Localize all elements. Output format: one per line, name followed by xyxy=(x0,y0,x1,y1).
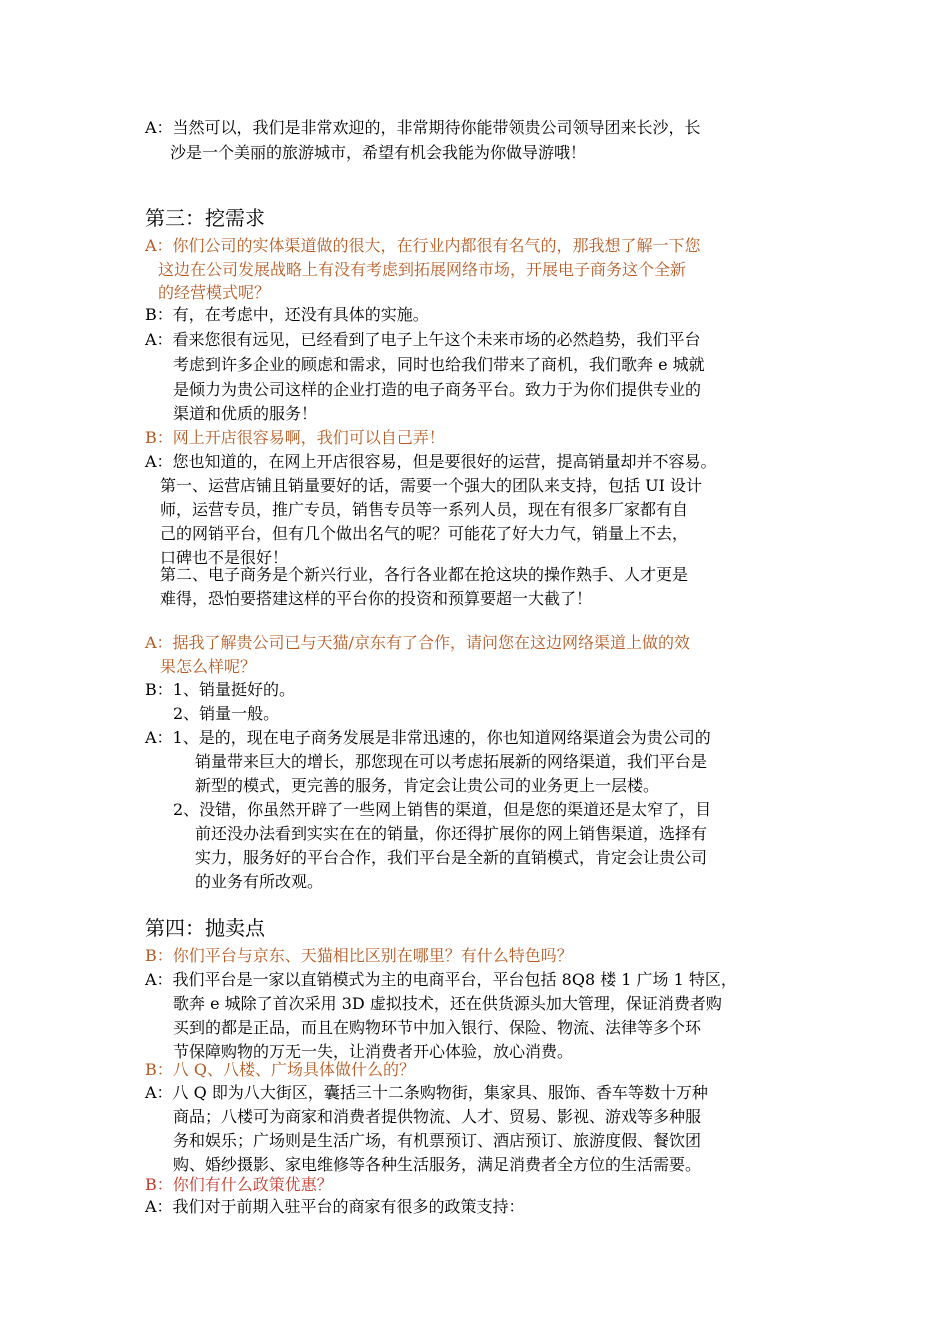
dialogue-line: A：看来您很有远见，已经看到了电子上午这个未来市场的必然趋势，我们平台 xyxy=(145,330,701,349)
dialogue-line: 购、婚纱摄影、家电维修等各种生活服务，满足消费者全方位的生活需要。 xyxy=(173,1155,702,1174)
dialogue-line: B：有，在考虑中，还没有具体的实施。 xyxy=(145,305,429,324)
dialogue-line: B：1、销量挺好的。 xyxy=(145,680,295,699)
dialogue-line: 前还没办法看到实实在在的销量，你还得扩展你的网上销售渠道，选择有 xyxy=(195,824,708,843)
dialogue-line: 歌奔 e 城除了首次采用 3D 虚拟技术，还在供货源头加大管理，保证消费者购 xyxy=(173,994,722,1013)
intro-line: A：当然可以，我们是非常欢迎的，非常期待你能带领贵公司领导团来长沙，长 xyxy=(145,118,701,137)
dialogue-line-question: 的经营模式呢？ xyxy=(158,283,271,302)
dialogue-line: 口碑也不是很好！ xyxy=(160,548,289,567)
dialogue-line-question: B：你们平台与京东、天猫相比区别在哪里？有什么特色吗？ xyxy=(145,946,573,965)
dialogue-line-question: 这边在公司发展战略上有没有考虑到拓展网络市场，开展电子商务这个全新 xyxy=(158,260,687,279)
dialogue-line-question: A：你们公司的实体渠道做的很大，在行业内都很有名气的，那我想了解一下您 xyxy=(145,236,701,255)
dialogue-line-question: B：你们有什么政策优惠？ xyxy=(145,1175,333,1194)
dialogue-line-question: 果怎么样呢？ xyxy=(160,657,257,676)
dialogue-line: 2、没错，你虽然开辟了一些网上销售的渠道，但是您的渠道还是太窄了，目 xyxy=(173,800,712,819)
section-heading-3: 第三：挖需求 xyxy=(145,206,265,230)
intro-line: 沙是一个美丽的旅游城市，希望有机会我能为你做导游哦！ xyxy=(170,143,587,162)
dialogue-line: 买到的都是正品，而且在购物环节中加入银行、保险、物流、法律等多个环 xyxy=(173,1018,702,1037)
dialogue-line: 己的网销平台，但有几个做出名气的呢？可能花了好大力气，销量上不去， xyxy=(160,524,689,543)
dialogue-line: 第一、运营店铺且销量要好的话，需要一个强大的团队来支持，包括 UI 设计 xyxy=(160,476,702,495)
dialogue-line: 新型的模式，更完善的服务，肯定会让贵公司的业务更上一层楼。 xyxy=(195,776,660,795)
dialogue-line: 第二、电子商务是个新兴行业，各行各业都在抢这块的操作熟手、人才更是 xyxy=(160,565,689,584)
dialogue-line-question: A：据我了解贵公司已与天猫/京东有了合作，请问您在这边网络渠道上做的效 xyxy=(145,633,690,652)
dialogue-line: 务和娱乐；广场则是生活广场，有机票预订、酒店预订、旅游度假、餐饮团 xyxy=(173,1131,702,1150)
dialogue-line: 师，运营专员，推广专员，销售专员等一系列人员，现在有很多厂家都有自 xyxy=(160,500,689,519)
dialogue-line: 实力，服务好的平台合作，我们平台是全新的直销模式，肯定会让贵公司 xyxy=(195,848,708,867)
dialogue-line: 渠道和优质的服务！ xyxy=(173,404,318,423)
dialogue-line: 的业务有所改观。 xyxy=(195,872,324,891)
dialogue-line: A：我们平台是一家以直销模式为主的电商平台，平台包括 8Q8 楼 1 广场 1 特区， xyxy=(145,970,737,989)
section-heading-4: 第四：抛卖点 xyxy=(145,916,265,940)
dialogue-line-question: B：网上开店很容易啊，我们可以自己弄！ xyxy=(145,428,445,447)
dialogue-line: 是倾力为贵公司这样的企业打造的电子商务平台。致力于为你们提供专业的 xyxy=(173,380,702,399)
dialogue-line: 2、销量一般。 xyxy=(173,704,280,723)
dialogue-line: A：我们对于前期入驻平台的商家有很多的政策支持： xyxy=(145,1197,525,1216)
dialogue-line: 销量带来巨大的增长，那您现在可以考虑拓展新的网络渠道，我们平台是 xyxy=(195,752,708,771)
dialogue-line: 商品；八楼可为商家和消费者提供物流、人才、贸易、影视、游戏等多种服 xyxy=(173,1107,702,1126)
dialogue-line: 考虑到许多企业的顾虑和需求，同时也给我们带来了商机，我们歌奔 e 城就 xyxy=(173,355,705,374)
dialogue-line: A：您也知道的，在网上开店很容易，但是要很好的运营，提高销量却并不容易。 xyxy=(145,452,717,471)
dialogue-line: 难得，恐怕要搭建这样的平台你的投资和预算要超一大截了！ xyxy=(160,589,593,608)
dialogue-line-question: B：八 Q、八楼、广场具体做什么的？ xyxy=(145,1060,415,1079)
dialogue-line: A：1、是的，现在电子商务发展是非常迅速的，你也知道网络渠道会为贵公司的 xyxy=(145,728,711,747)
dialogue-line: 节保障购物的万无一失，让消费者开心体验，放心消费。 xyxy=(173,1042,574,1061)
dialogue-line: A：八 Q 即为八大街区，囊括三十二条购物街，集家具、服饰、香车等数十万种 xyxy=(145,1083,708,1102)
